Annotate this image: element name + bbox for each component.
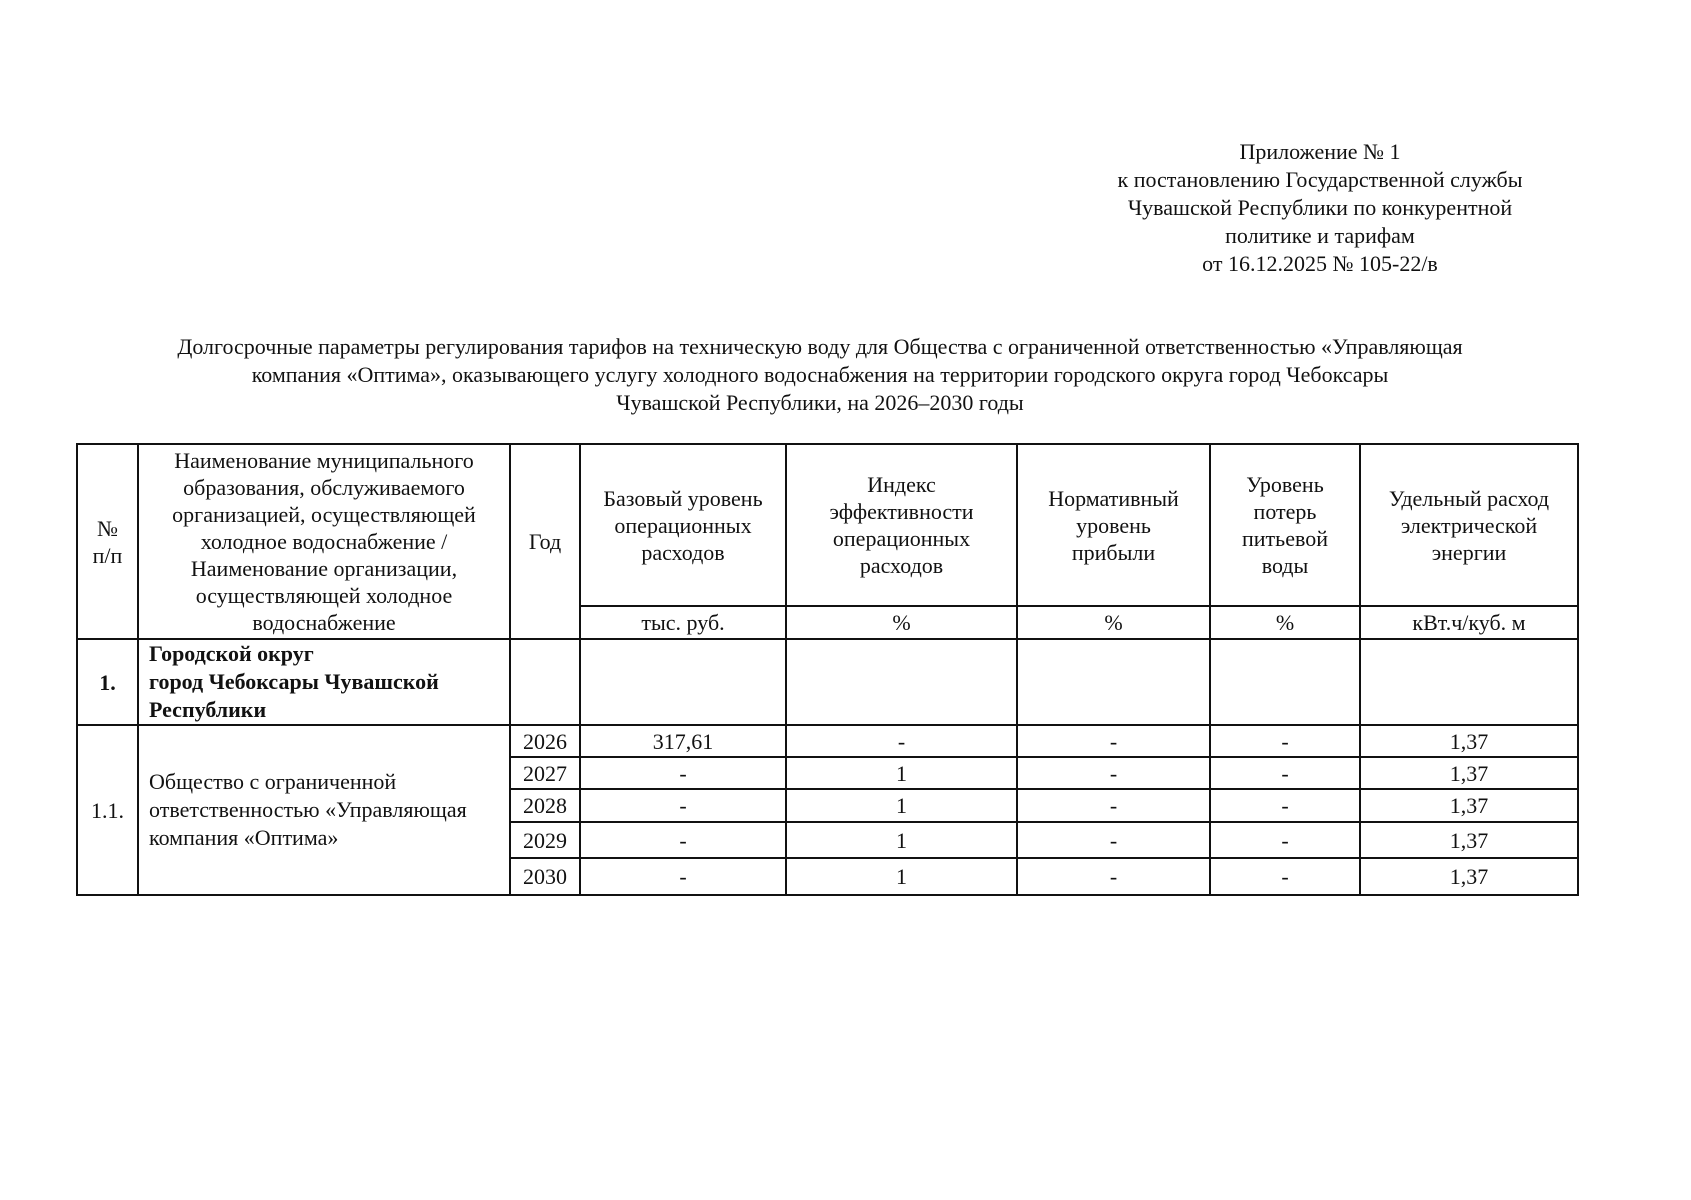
cell-efficiency-index: 1 (786, 822, 1017, 858)
cell-energy-use: 1,37 (1360, 757, 1578, 789)
cell-efficiency-index: - (786, 725, 1017, 757)
empty-cell (1210, 639, 1360, 725)
region-name: Городской округ город Чебоксары Чувашской Республики (138, 639, 510, 725)
unit-water-loss: % (1210, 606, 1360, 639)
cell-water-loss: - (1210, 858, 1360, 895)
header-energy-use: Удельный расход электрической энергии (1360, 444, 1578, 606)
header-efficiency-index: Индекс эффективности операционных расходов (786, 444, 1017, 606)
cell-year: 2029 (510, 822, 580, 858)
cell-water-loss: - (1210, 725, 1360, 757)
appendix-number: Приложение № 1 (1239, 139, 1401, 164)
cell-efficiency-index: 1 (786, 757, 1017, 789)
cell-energy-use: 1,37 (1360, 858, 1578, 895)
unit-energy-use: кВт.ч/куб. м (1360, 606, 1578, 639)
cell-year: 2026 (510, 725, 580, 757)
cell-energy-use: 1,37 (1360, 789, 1578, 822)
cell-base-costs: - (580, 757, 786, 789)
unit-normative-profit: % (1017, 606, 1210, 639)
cell-normative-profit: - (1017, 789, 1210, 822)
organization-name: Общество с ограниченной ответственностью «Управляющая компания «Оптима» (138, 725, 510, 895)
table-row (77, 725, 1578, 757)
cell-water-loss: - (1210, 789, 1360, 822)
appendix-block (1060, 138, 1580, 278)
empty-cell (1360, 639, 1578, 725)
cell-energy-use: 1,37 (1360, 725, 1578, 757)
cell-year: 2028 (510, 789, 580, 822)
appendix-date-number: от 16.12.2025 № 105-22/в (1202, 251, 1438, 276)
cell-base-costs: - (580, 822, 786, 858)
cell-water-loss: - (1210, 822, 1360, 858)
title-line: Чувашской Республики, на 2026–2030 годы (616, 390, 1024, 415)
cell-energy-use: 1,37 (1360, 822, 1578, 858)
tariff-parameters-table (76, 443, 1579, 896)
document-title (60, 333, 1580, 417)
cell-base-costs: - (580, 858, 786, 895)
cell-efficiency-index: 1 (786, 789, 1017, 822)
cell-normative-profit: - (1017, 725, 1210, 757)
cell-normative-profit: - (1017, 858, 1210, 895)
cell-efficiency-index: 1 (786, 858, 1017, 895)
cell-water-loss: - (1210, 757, 1360, 789)
header-num: № п/п (77, 444, 138, 639)
title-line: Долгосрочные параметры регулирования тарифов на техническую воду для Общества с ограниченной ответственностью «Управляющая (177, 334, 1463, 359)
cell-normative-profit: - (1017, 822, 1210, 858)
header-year: Год (510, 444, 580, 639)
empty-cell (786, 639, 1017, 725)
appendix-reference-line: политике и тарифам (1225, 223, 1415, 248)
header-water-loss: Уровень потерь питьевой воды (1210, 444, 1360, 606)
header-base-costs: Базовый уровень операционных расходов (580, 444, 786, 606)
header-normative-profit: Нормативный уровень прибыли (1017, 444, 1210, 606)
unit-efficiency-index: % (786, 606, 1017, 639)
appendix-reference-line: к постановлению Государственной службы (1117, 167, 1523, 192)
empty-cell (1017, 639, 1210, 725)
cell-base-costs: - (580, 789, 786, 822)
cell-year: 2030 (510, 858, 580, 895)
region-row (77, 639, 1578, 725)
title-line: компания «Оптима», оказывающего услугу холодного водоснабжения на территории городского округа город Чебоксары (251, 362, 1389, 387)
header-name: Наименование муниципального образования, обслуживаемого организацией, осуществляющей холодное водоснабжение / Наименование организации, осуществляющей холодное водоснабжение (138, 444, 510, 639)
header-row (77, 444, 1578, 606)
empty-cell (580, 639, 786, 725)
cell-base-costs: 317,61 (580, 725, 786, 757)
unit-base-costs: тыс. руб. (580, 606, 786, 639)
appendix-reference-line: Чувашской Республики по конкурентной (1127, 195, 1513, 220)
cell-normative-profit: - (1017, 757, 1210, 789)
empty-cell (510, 639, 580, 725)
region-num: 1. (77, 639, 138, 725)
cell-year: 2027 (510, 757, 580, 789)
organization-num: 1.1. (77, 725, 138, 895)
